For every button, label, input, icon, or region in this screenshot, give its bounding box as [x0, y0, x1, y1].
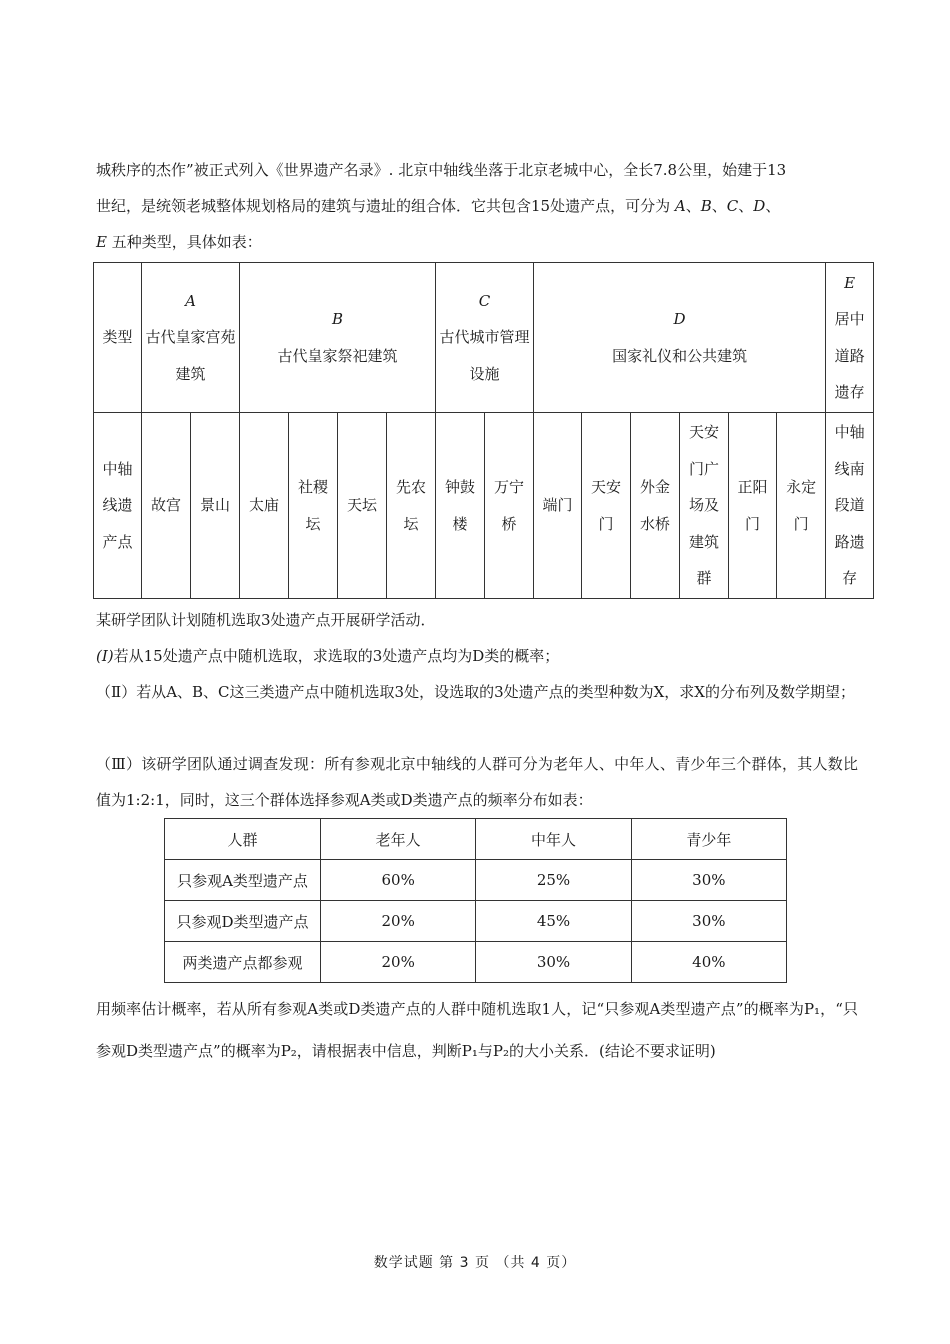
plan-text: 某研学团队计划随机选取3处遗产点开展研学活动． — [96, 611, 436, 629]
freq-value: 30% — [631, 860, 786, 901]
type-cell-name: 古代皇家宫苑建筑 — [145, 328, 236, 383]
site-cell: 端门 — [534, 413, 582, 599]
freq-row-label: 只参观A类型遗产点 — [165, 860, 321, 901]
freq-value: 20% — [321, 901, 476, 942]
site-cell: 太庙 — [240, 413, 289, 599]
site-cell: 天坛 — [338, 413, 387, 599]
frequency-table — [164, 818, 787, 983]
type-row-header: 类型 — [94, 263, 142, 413]
freq-header-cell: 青少年 — [631, 819, 786, 860]
freq-header-cell: 老年人 — [321, 819, 476, 860]
page-footer: 数学试题 第 3 页 （共 4 页） — [373, 1255, 577, 1271]
heritage-sites-table — [93, 262, 874, 599]
type-cell-c — [436, 263, 534, 413]
freq-header-cell: 中年人 — [476, 819, 631, 860]
question-1-text: 若从15处遗产点中随机选取，求选取的3处遗产点均为D类的概率； — [113, 647, 560, 665]
site-cell: 景山 — [191, 413, 240, 599]
type-cell-letter: D — [673, 310, 686, 328]
site-cell: 永定门 — [777, 413, 826, 599]
type-cell-letter: B — [332, 310, 344, 328]
type-letter-b: B — [700, 197, 712, 215]
type-letter-e: E — [96, 233, 107, 251]
freq-row-label: 只参观D类型遗产点 — [165, 901, 321, 942]
freq-row — [165, 901, 787, 942]
question-1-mark: (I) — [96, 647, 114, 665]
freq-row — [165, 860, 787, 901]
freq-header-cell: 人群 — [165, 819, 321, 860]
type-cell-letter: C — [478, 291, 491, 310]
type-letter-c: C — [726, 197, 739, 215]
site-cell: 中轴线南段道路遗存 — [826, 413, 874, 599]
type-cell-b — [240, 263, 436, 413]
intro-line-1: 城秩序的杰作”被正式列入《世界遗产名录》. 北京中轴线坐落于北京老城中心，全长7.8公里，始建于13 — [96, 161, 787, 179]
site-cell: 先农坛 — [387, 413, 436, 599]
freq-value: 25% — [476, 860, 631, 901]
question-3 — [96, 746, 858, 818]
freq-header-row — [165, 819, 787, 860]
site-row-header: 中轴线遗产点 — [94, 413, 142, 599]
intro-line-3-text: 五种类型，具体如表： — [111, 233, 262, 251]
site-cell: 万宁桥 — [485, 413, 534, 599]
freq-value: 40% — [631, 942, 786, 983]
freq-value: 20% — [321, 942, 476, 983]
question-3-mark: （Ⅲ） — [96, 755, 142, 773]
type-cell-letter: A — [185, 291, 196, 310]
type-cell-name: 国家礼仪和公共建筑 — [612, 346, 748, 365]
question-2 — [96, 674, 858, 710]
freq-value: 30% — [631, 901, 786, 942]
type-cell-letter: E — [844, 273, 856, 292]
freq-row-label: 两类遗产点都参观 — [165, 942, 321, 983]
question-3-text: 该研学团队通过调查发现：所有参观北京中轴线的人群可分为老年人、中年人、青少年三个群体，其人数比值为1:2:1，同时，这三个群体选择参观A类或D类遗产点的频率分布如表： — [96, 755, 858, 809]
type-cell-a — [142, 263, 240, 413]
site-cell: 社稷坛 — [289, 413, 338, 599]
type-cell-name: 古代皇家祭祀建筑 — [277, 346, 398, 365]
freq-value: 30% — [476, 942, 631, 983]
intro-line-2-text: 世纪，是统领老城整体规划格局的建筑与遗址的组合体．它共包含15处遗产点，可分为 — [96, 197, 671, 215]
site-cell: 正阳门 — [729, 413, 777, 599]
type-cell-name: 古代城市管理设施 — [439, 328, 530, 383]
type-letter-d: D — [753, 197, 766, 215]
intro-line-3 — [96, 224, 858, 260]
type-cell-name: 居中道路遗存 — [834, 310, 865, 401]
intro-line-2: 世纪，是统领老城整体规划格局的建筑与遗址的组合体．它共包含15处遗产点，可分为 A、B、C、D、 — [96, 197, 781, 215]
type-letter-a: A — [674, 197, 686, 215]
question-2-mark: （Ⅱ） — [96, 683, 137, 701]
type-row — [94, 263, 874, 413]
freq-value: 45% — [476, 901, 631, 942]
closing-text: 用频率估计概率，若从所有参观A类或D类遗产点的人群中随机选取1人，记“只参观A类型遗产点”的概率为P₁，“只参观D类型遗产点”的概率为P₂，请根据表中信息，判断P₁与P₂的大小关系．(结论不要求证明) — [96, 1000, 858, 1060]
freq-row — [165, 942, 787, 983]
question-1 — [96, 638, 858, 674]
freq-value: 60% — [321, 860, 476, 901]
type-cell-e — [826, 263, 874, 413]
question-2-text: 若从A、B、C这三类遗产点中随机选取3处，设选取的3处遗产点的类型种数为X，求X的分布列及数学期望； — [136, 683, 855, 701]
site-cell: 故宫 — [142, 413, 191, 599]
site-cell: 外金水桥 — [631, 413, 680, 599]
site-cell: 天安门广场及建筑群 — [680, 413, 729, 599]
site-cell: 天安门 — [582, 413, 631, 599]
site-cell: 钟鼓楼 — [436, 413, 485, 599]
site-row — [94, 413, 874, 599]
type-cell-d — [534, 263, 826, 413]
